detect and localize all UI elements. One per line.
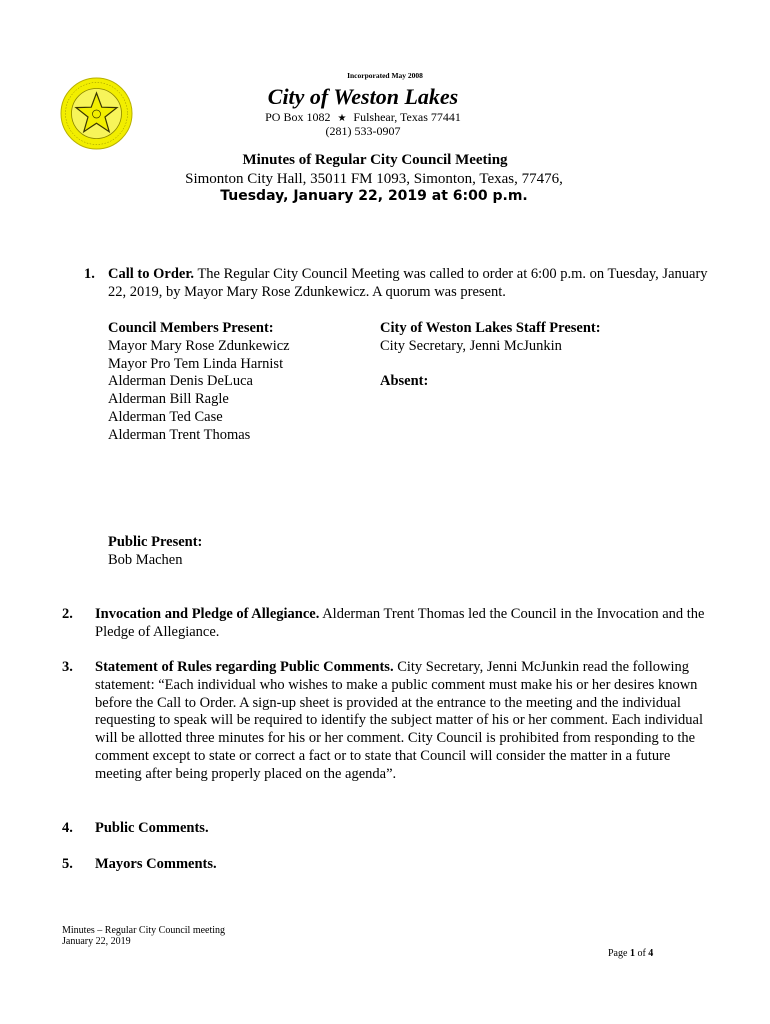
star-icon: ★ xyxy=(337,113,347,124)
item-text: Alderman Trent Thomas led the Council in the Invocation and the Pledge of Allegiance. xyxy=(95,606,705,640)
page-number xyxy=(608,948,653,959)
item-number: 4. xyxy=(62,820,73,836)
staff-heading: City of Weston Lakes Staff Present: xyxy=(380,320,601,336)
list-item: Mayor Mary Rose Zdunkewicz xyxy=(108,337,290,354)
page-current: 1 xyxy=(629,948,635,959)
list-item: Alderman Trent Thomas xyxy=(108,426,251,443)
phone-number: (281) 533-0907 xyxy=(325,124,401,138)
page-word: Page xyxy=(608,948,628,959)
agenda-item-public-comment-rules xyxy=(95,659,715,784)
city-state-zip: Fulshear, Texas 77441 xyxy=(353,110,461,124)
address-line xyxy=(0,110,726,125)
council-members-list xyxy=(108,320,358,445)
minutes-title: Minutes of Regular City Council Meeting xyxy=(242,152,508,168)
item-number: 2. xyxy=(62,606,73,622)
footer xyxy=(62,925,225,947)
council-heading: Council Members Present: xyxy=(108,320,274,336)
item-number: 1. xyxy=(84,266,95,282)
item-number: 3. xyxy=(62,659,73,675)
list-item: Alderman Denis DeLuca xyxy=(108,373,253,390)
list-item: Alderman Bill Ragle xyxy=(108,391,229,408)
incorporated-note: Incorporated May 2008 xyxy=(347,71,423,80)
agenda-item-invocation xyxy=(95,606,715,642)
item-text: City Secretary, Jenni McJunkin read the following statement: “Each individual who wishes to make a public comment must make his or her desires known before the Call to Order. A sign-up sheet is provided at the entrance to the meeting and the individual requesting to speak will be required to identify the subject matter of his or her comment. Each individual will be allotted three minutes for his or her comment. City Council is prohibited from responding to the comment except to state or correct a fact or to state that Council will consider the matter in a future meeting after being properly placed on the agenda”. xyxy=(95,659,704,782)
po-box: PO Box 1082 xyxy=(265,110,331,124)
footer-date: January 22, 2019 xyxy=(62,936,131,947)
item-heading: Invocation and Pledge of Allegiance. xyxy=(95,606,320,622)
item-heading: Statement of Rules regarding Public Comments. xyxy=(95,659,394,675)
page-total: 4 xyxy=(648,948,654,959)
meeting-location: Simonton City Hall, 35011 FM 1093, Simonton, Texas, 77476, xyxy=(185,171,563,187)
list-item: Alderman Ted Case xyxy=(108,408,223,425)
agenda-item-call-to-order xyxy=(108,266,708,302)
absent-heading: Absent: xyxy=(380,373,429,390)
agenda-item-mayors-comments: Mayors Comments. xyxy=(95,856,217,872)
agenda-item-public-comments: Public Comments. xyxy=(95,820,209,836)
city-name-title: City of Weston Lakes xyxy=(267,84,459,109)
meeting-date: Tuesday, January 22, 2019 at 6:00 p.m. xyxy=(220,188,528,204)
item-text: The Regular City Council Meeting was called to order at 6:00 p.m. on Tuesday, January 22, 2019, by Mayor Mary Rose Zdunkewicz. A quorum was present. xyxy=(108,266,708,300)
list-item: Bob Machen xyxy=(108,551,183,568)
public-heading: Public Present: xyxy=(108,534,203,550)
public-present-list xyxy=(108,534,358,570)
item-heading: Call to Order. xyxy=(108,266,195,282)
staff-list xyxy=(380,320,680,391)
page-of: of xyxy=(637,948,646,959)
footer-line: Minutes – Regular City Council meeting xyxy=(62,925,226,936)
list-item: City Secretary, Jenni McJunkin xyxy=(380,337,562,354)
list-item: Mayor Pro Tem Linda Harnist xyxy=(108,355,284,372)
item-number: 5. xyxy=(62,856,73,872)
